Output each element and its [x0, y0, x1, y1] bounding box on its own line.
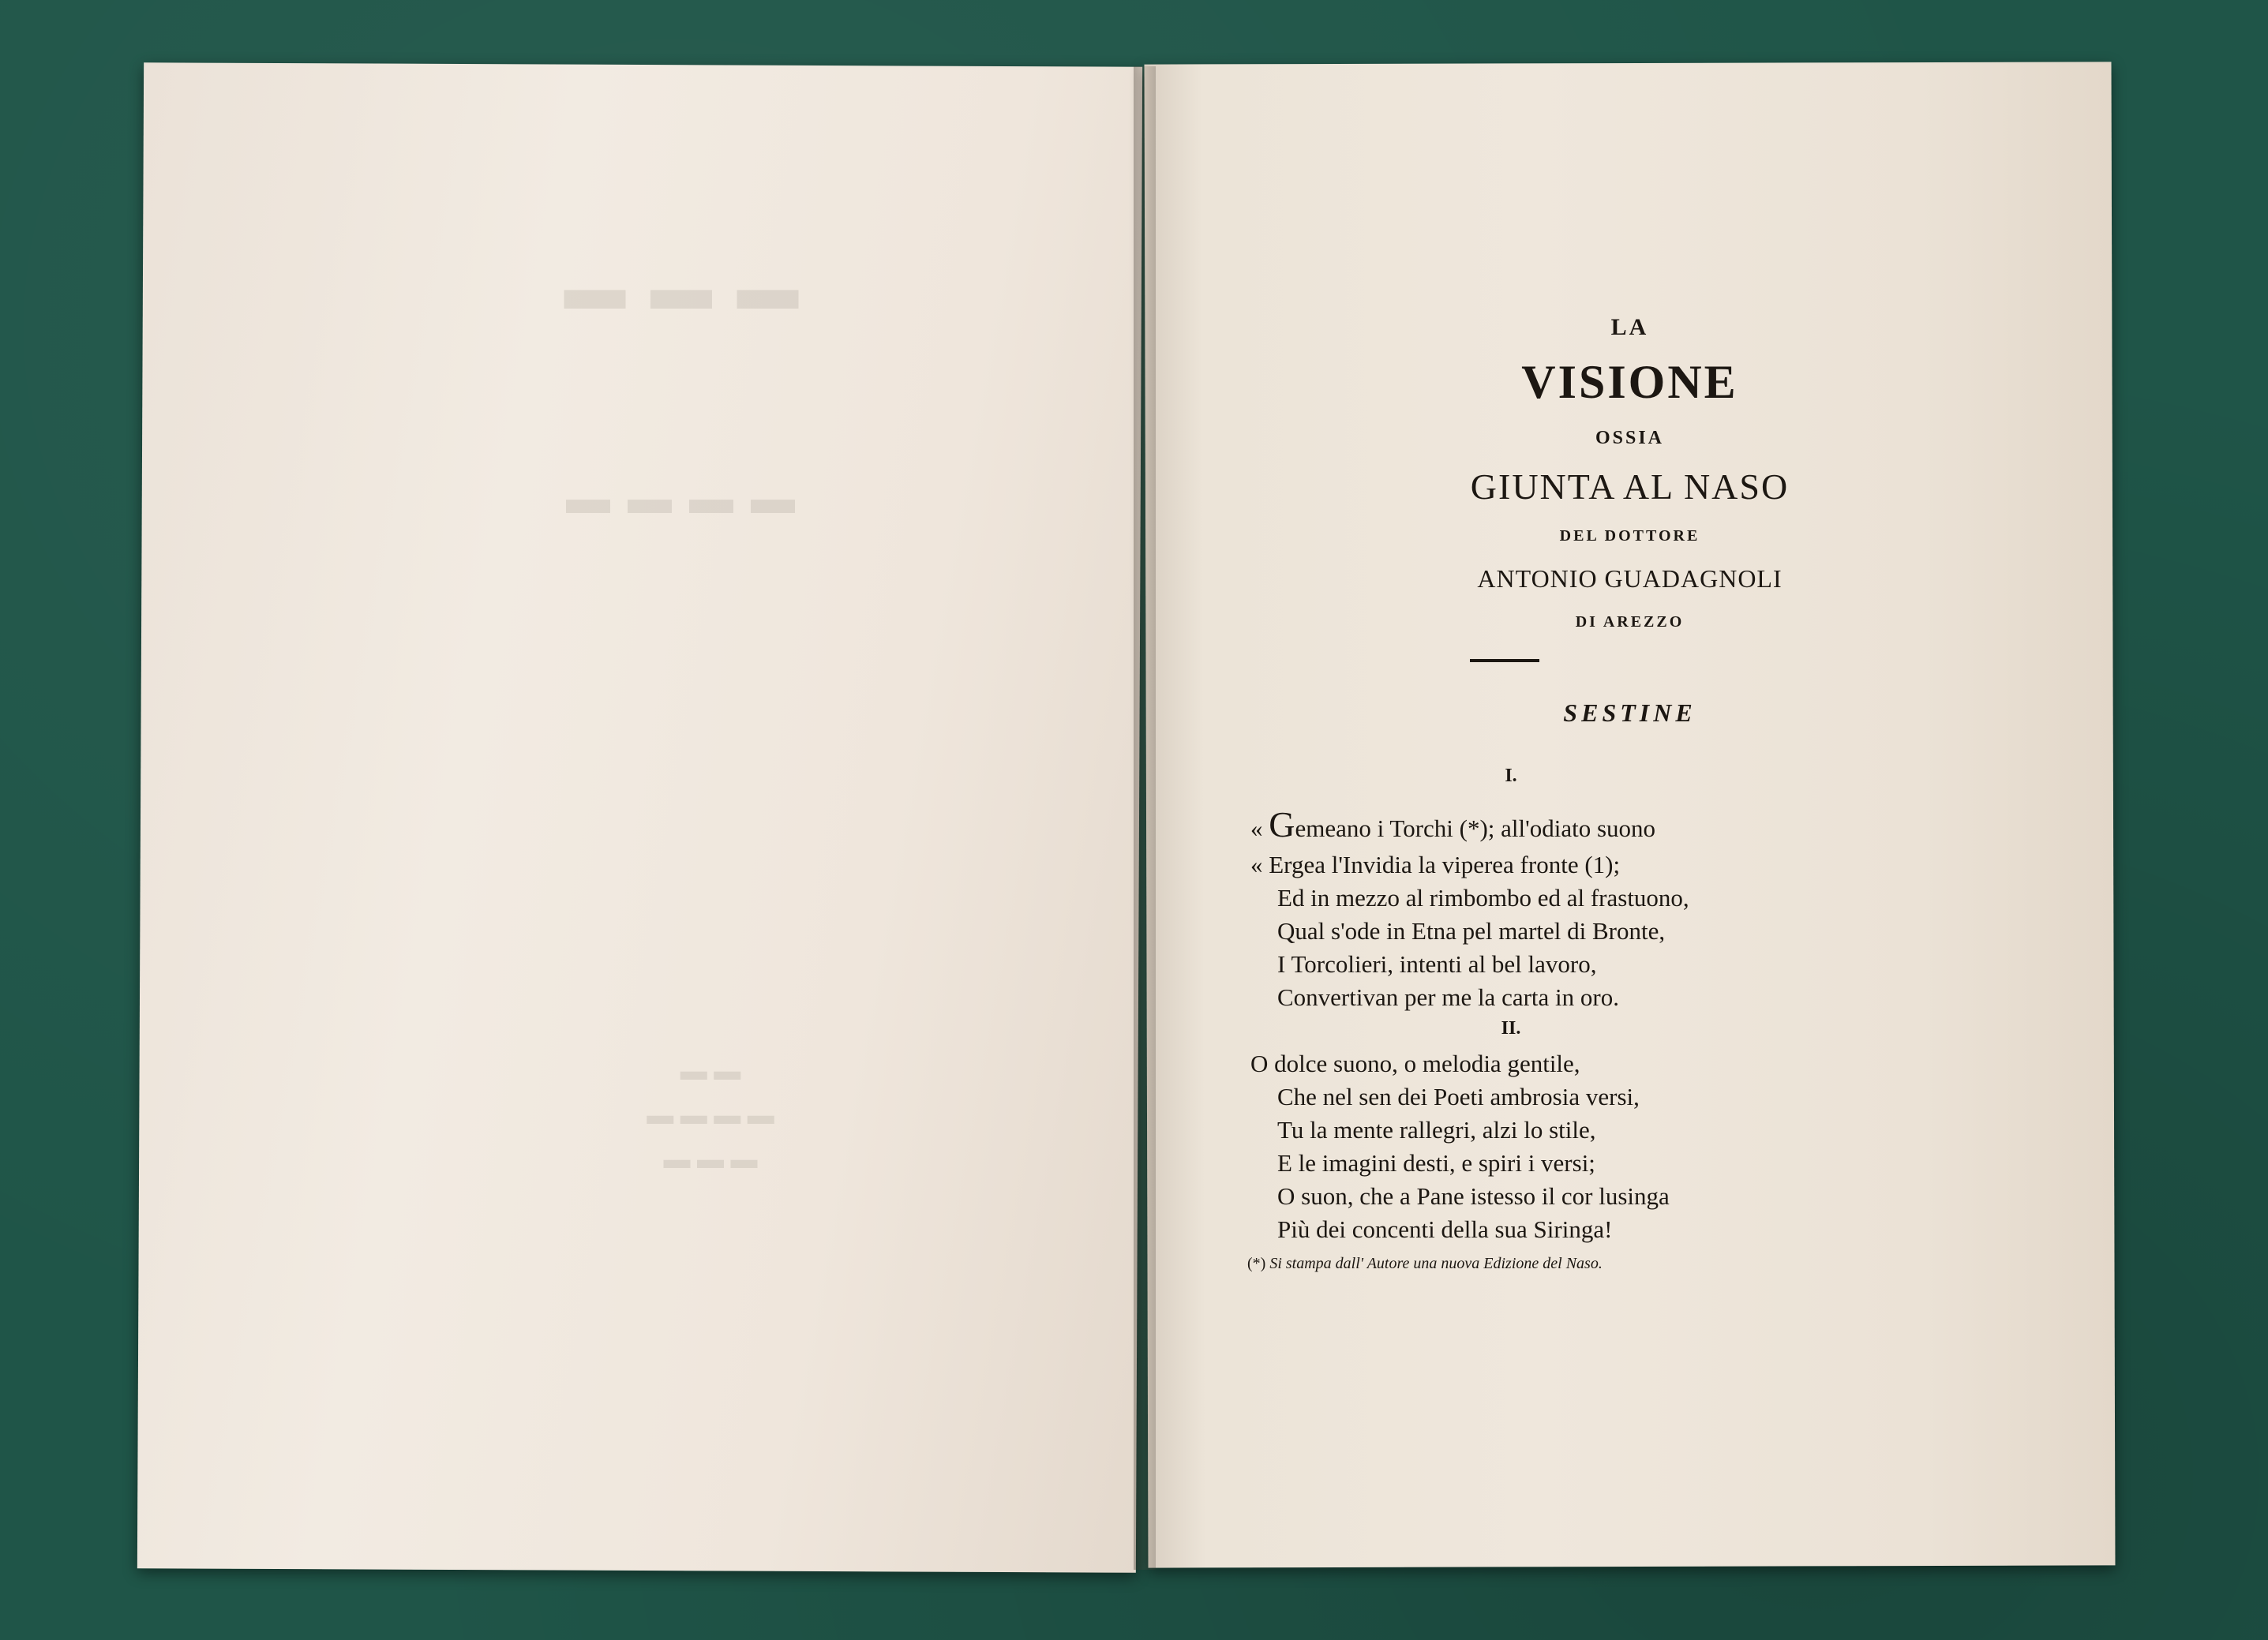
verse-line: E le imagini desti, e spiri i versi; [1277, 1149, 1595, 1177]
bleed-through-imprint: ▬ ▬ ▬ ▬ ▬ ▬ ▬ ▬ ▬ [647, 1057, 774, 1174]
footnote-text: Si stampa dall' Autore una nuova Edizione del Naso. [1265, 1255, 1603, 1272]
author-origin: DI AREZZO [1575, 613, 1685, 631]
title-rule-divider [1470, 659, 1539, 662]
verse-line: Più dei concenti della sua Siringa! [1277, 1215, 1613, 1243]
verse-line: Qual s'ode in Etna pel martel di Bronte, [1277, 917, 1666, 945]
verse-line: O dolce suono, o melodia gentile, [1250, 1050, 1580, 1077]
author-name: ANTONIO GUADAGNOLI [1477, 564, 1783, 593]
footnote-mark: (*) [1247, 1255, 1266, 1272]
title-page [1146, 63, 2113, 1567]
verse-line: Tu la mente rallegri, alzi lo stile, [1277, 1116, 1596, 1144]
bleed-through-subtitle: ▬ ▬ ▬ ▬ [563, 474, 795, 523]
verse-line: « Gemeano i Torchi (*); all'odiato suono [1250, 804, 1656, 844]
section-heading-sestine: SESTINE [1563, 698, 1696, 727]
drop-initial: G [1269, 804, 1295, 844]
title-giunta-al-naso: GIUNTA AL NASO [1470, 466, 1790, 507]
verse-line: Ed in mezzo al rimbombo ed al frastuono, [1277, 884, 1689, 912]
title-del-dottore: DEL DOTTORE [1559, 527, 1700, 545]
title-ossia: OSSIA [1595, 428, 1665, 448]
bleed-through-title: ▬ ▬ ▬ [559, 253, 799, 322]
verse-line: Convertivan per me la carta in oro. [1277, 983, 1619, 1011]
title-la: LA [1610, 314, 1649, 340]
footnote [1247, 1255, 1603, 1273]
verse-line: O suon, che a Pane istesso il cor lusinga [1277, 1182, 1670, 1210]
title-visione: VISIONE [1521, 356, 1738, 408]
stanza-number-2: II. [1501, 1018, 1521, 1039]
verse-line: Che nel sen dei Poeti ambrosia versi, [1277, 1083, 1640, 1110]
stanza-number-1: I. [1505, 766, 1517, 786]
verse-line: I Torcolieri, intenti al bel lavoro, [1277, 950, 1597, 978]
verse-line: « Ergea l'Invidia la viperea fronte (1); [1250, 851, 1621, 878]
